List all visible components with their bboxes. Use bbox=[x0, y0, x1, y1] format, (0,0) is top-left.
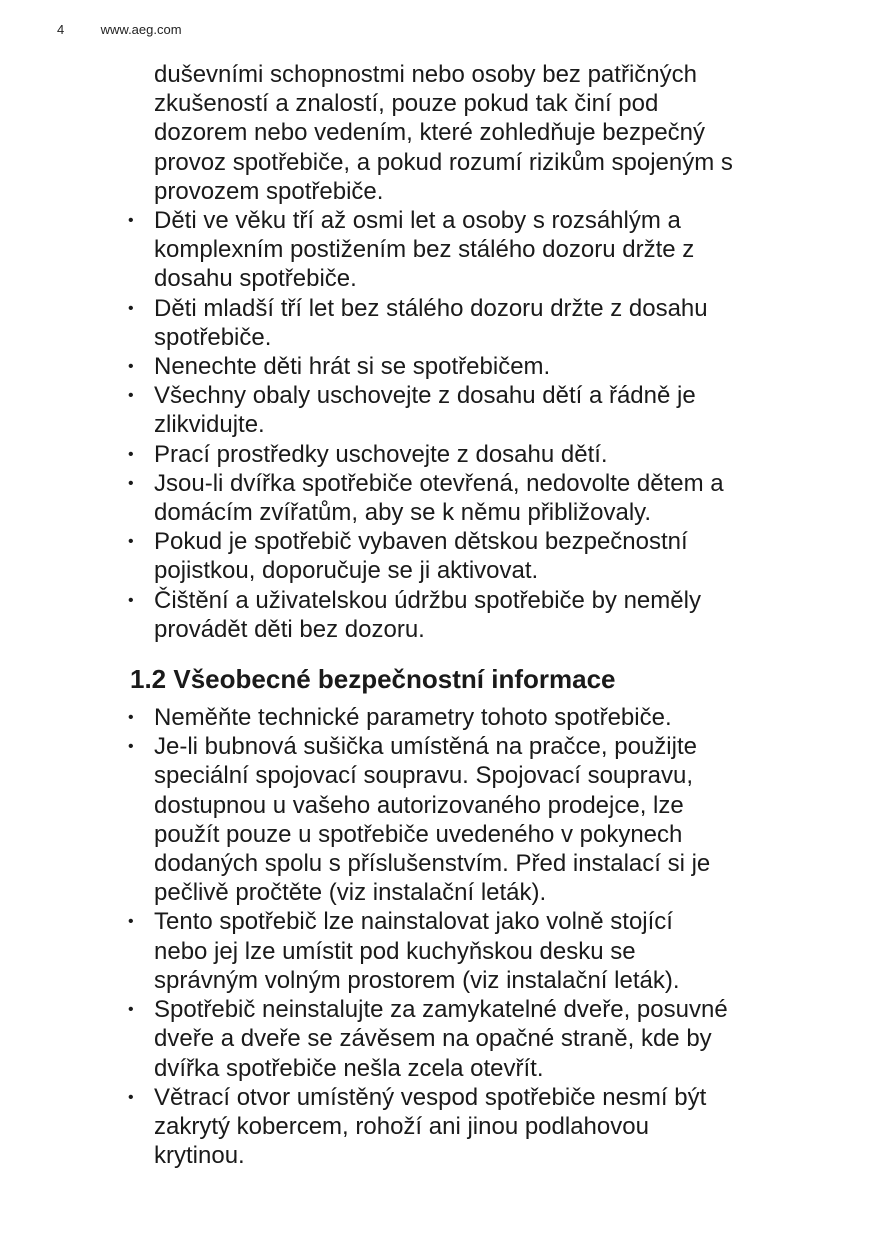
text-line: pečlivě pročtěte (viz instalační leták). bbox=[154, 879, 547, 907]
list-item bbox=[130, 206, 830, 294]
text-line: • Neměňte technické parametry tohoto spotřebiče. bbox=[154, 704, 672, 732]
text-line: zakrytý kobercem, rohoží ani jinou podlahovou bbox=[154, 1112, 649, 1140]
text-line: dosahu spotřebiče. bbox=[154, 265, 357, 293]
section-heading: 1.2 Všeobecné bezpečnostní informace bbox=[130, 664, 616, 695]
page-number: 4 bbox=[57, 22, 65, 37]
text-line: provoz spotřebiče, a pokud rozumí rizikům spojeným s bbox=[154, 148, 733, 176]
text-line: dvířka spotřebiče nešla zcela otevřít. bbox=[154, 1054, 544, 1082]
text-line: dostupnou u vašeho autorizovaného prodejce, lze bbox=[154, 791, 684, 819]
text-line: • Tento spotřebič lze nainstalovat jako volně stojící bbox=[154, 908, 673, 936]
list-item bbox=[130, 381, 830, 439]
intro-continuation-paragraph bbox=[154, 60, 830, 206]
list-item bbox=[130, 995, 830, 1083]
list-item bbox=[130, 469, 830, 527]
text-line: dveře a dveře se závěsem na opačné straně, kde by bbox=[154, 1025, 712, 1053]
list-item bbox=[130, 1083, 830, 1171]
page-header bbox=[57, 22, 182, 37]
list-item bbox=[130, 527, 830, 585]
list-item bbox=[130, 352, 830, 381]
text-line: • Děti ve věku tří až osmi let a osoby s rozsáhlým a bbox=[154, 207, 681, 235]
text-line: • Je-li bubnová sušička umístěná na pračce, použijte bbox=[154, 733, 697, 761]
text-line: • Čištění a uživatelskou údržbu spotřebiče by neměly bbox=[154, 586, 701, 614]
list-item bbox=[130, 732, 830, 907]
text-line: pojistkou, doporučuje se ji aktivovat. bbox=[154, 557, 539, 585]
text-line: speciální spojovací soupravu. Spojovací soupravu, bbox=[154, 762, 693, 790]
website-link[interactable]: www.aeg.com bbox=[100, 22, 182, 37]
text-line: • Spotřebič neinstalujte za zamykatelné dveře, posuvné bbox=[154, 996, 728, 1024]
general-safety-list bbox=[130, 703, 830, 1170]
text-line: zkušeností a znalostí, pouze pokud tak činí pod bbox=[154, 90, 659, 118]
text-line: dozorem nebo vedením, které zohledňuje bezpečný bbox=[154, 119, 706, 147]
list-item bbox=[130, 703, 830, 732]
text-line: spotřebiče. bbox=[154, 323, 272, 351]
text-line: • Větrací otvor umístěný vespod spotřebiče nesmí být bbox=[154, 1083, 707, 1111]
text-line: správným volným prostorem (viz instalační leták). bbox=[154, 966, 680, 994]
text-line: použít pouze u spotřebiče uvedeného v pokynech bbox=[154, 820, 683, 848]
text-line: • Nenechte děti hrát si se spotřebičem. bbox=[154, 353, 551, 381]
text-line: domácím zvířatům, aby se k němu přibližovaly. bbox=[154, 499, 652, 527]
list-item bbox=[130, 294, 830, 352]
text-line: krytinou. bbox=[154, 1142, 245, 1170]
list-item bbox=[130, 440, 830, 469]
text-line: provozem spotřebiče. bbox=[154, 177, 384, 205]
text-line: zlikvidujte. bbox=[154, 411, 265, 439]
text-line: • Všechny obaly uschovejte z dosahu dětí a řádně je bbox=[154, 382, 696, 410]
list-item bbox=[130, 586, 830, 644]
text-line: • Děti mladší tří let bez stálého dozoru držte z dosahu bbox=[154, 294, 708, 322]
text-line: duševními schopnostmi nebo osoby bez patřičných bbox=[154, 61, 697, 88]
children-safety-list bbox=[130, 206, 830, 644]
text-line: nebo jej lze umístit pod kuchyňskou desku se bbox=[154, 937, 636, 965]
text-line: • Prací prostředky uschovejte z dosahu dětí. bbox=[154, 440, 608, 468]
text-line: komplexním postižením bez stálého dozoru držte z bbox=[154, 236, 695, 264]
text-line: • Pokud je spotřebič vybaven dětskou bezpečnostní bbox=[154, 528, 688, 556]
text-line: dodaných spolu s příslušenstvím. Před instalací si je bbox=[154, 850, 711, 878]
text-line: • Jsou-li dvířka spotřebiče otevřená, nedovolte dětem a bbox=[154, 469, 724, 497]
text-line: provádět děti bez dozoru. bbox=[154, 615, 425, 643]
document-body bbox=[130, 60, 830, 1170]
list-item bbox=[130, 907, 830, 995]
